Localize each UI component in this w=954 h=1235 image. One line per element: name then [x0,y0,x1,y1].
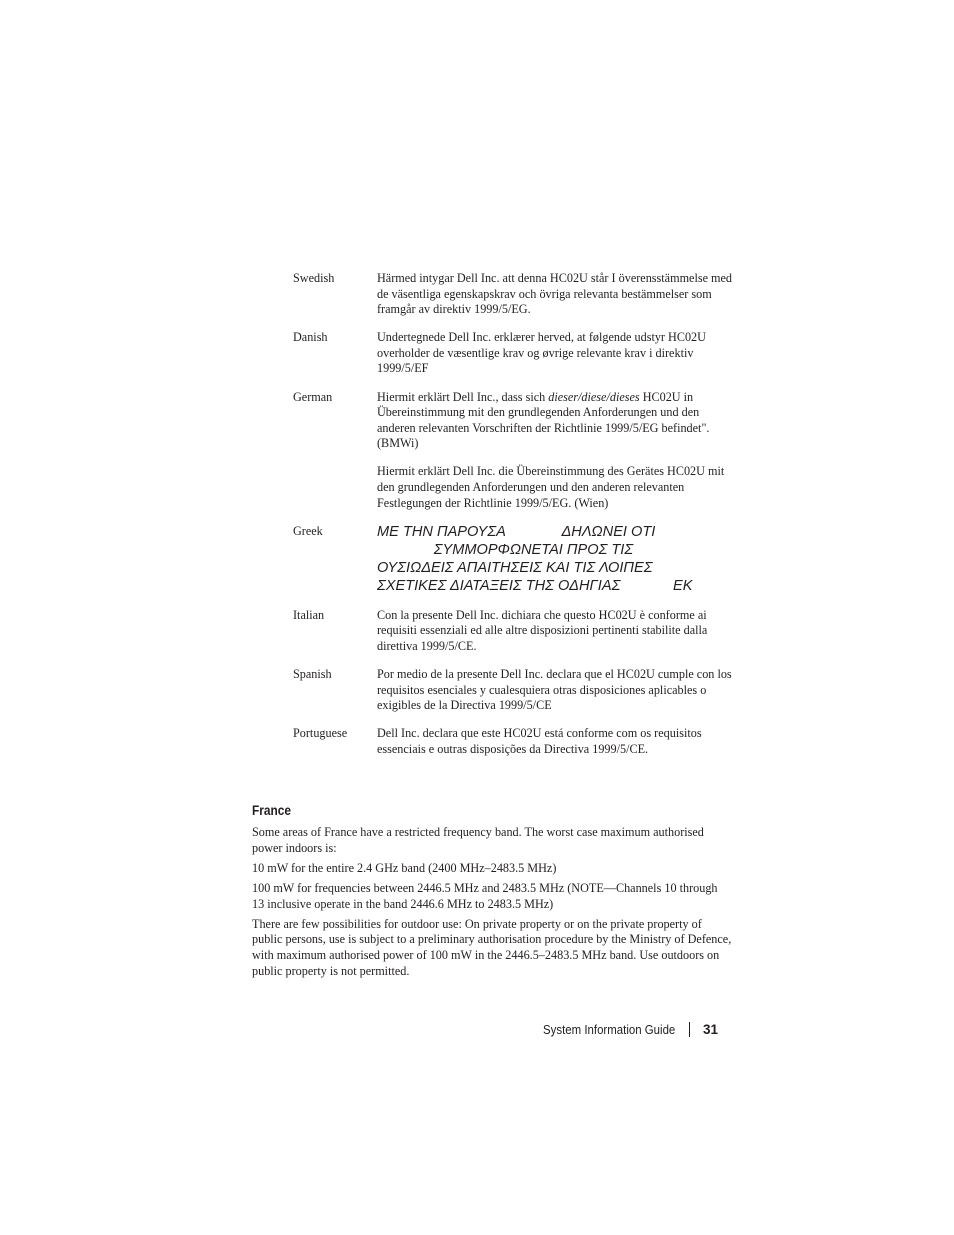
declaration-paragraph: Dell Inc. declara que este HC02U está conforme com os requisitos essenciais e outras disposições da Directiva 1999/5/CE. [377,726,702,756]
language-label: Italian [293,607,325,622]
declaration-paragraph: Por medio de la presente Dell Inc. declara que el HC02U cumple con los requisitos esenciales y cualesquiera otras disposiciones aplicables o exigibles de la Directiva 1999/5/CE [377,667,732,713]
declaration-text [377,390,733,512]
declaration-row-greek [293,524,733,596]
declaration-paragraph: Undertegnede Dell Inc. erklærer herved, at følgende udstyr HC02U overholder de væsentlige krav og øvrige relevante krav i direktiv 1999/5/EF [377,330,706,376]
declaration-paragraph: Con la presente Dell Inc. dichiara che questo HC02U è conforme ai requisiti essenziali ed alle altre disposizioni pertinenti stabilite dalla direttiva 1999/5/CE. [377,607,708,653]
language-label: Spanish [293,667,332,681]
declaration-row-portuguese [293,726,733,757]
declaration-row-swedish [293,271,733,318]
declaration-row-italian [293,608,733,655]
body-paragraph: 100 mW for frequencies between 2446.5 MHz and 2483.5 MHz (NOTE—Channels 10 through 13 inclusive operate in the band 2446.6 MHz to 2483.5 MHz) [252,880,718,911]
declaration-paragraph [377,390,733,452]
page-footer [525,1020,718,1038]
body-paragraph: Some areas of France have a restricted frequency band. The worst case maximum authorised power indoors is: [252,825,704,855]
france-body [252,825,732,984]
declaration-row-danish [293,330,733,377]
language-label: Portuguese [293,726,348,741]
language-label: Swedish [293,271,335,285]
declaration-text [377,667,733,714]
declaration-text [377,330,733,377]
greek-line: ΣΥΜΜΟΡΦΩΝΕΤΑΙ ΠΡΟΣ ΤΙΣ [377,541,634,558]
language-label: Danish [293,330,328,345]
greek-line: ΜΕ ΤΗΝ ΠΑΡΟΥΣΑ ΔΗΛΩΝΕΙ ΟΤΙ [377,523,656,540]
declaration-text [377,271,733,318]
paragraph-text: HC02U in Übereinstimmung mit den grundlegenden Anforderungen und den anderen relevanten Vorschriften der Richtlinie 1999/5/EG befindet". (BMWi) [377,389,710,451]
page-number: 31 [702,1021,718,1037]
greek-line: ΟΥΣΙΩΔΕΙΣ ΑΠΑΙΤΗΣΕΙΣ ΚΑΙ ΤΙΣ ΛΟΙΠΕΣ [377,559,653,576]
declaration-paragraph: Hiermit erklärt Dell Inc. die Übereinstimmung des Gerätes HC02U mit den grundlegenden Anforderungen und den anderen relevanten Festlegungen der Richtlinie 1999/5/EG. (Wien) [377,464,725,510]
body-paragraph: There are few possibilities for outdoor use: On private property or on the private property of public persons, use is subject to a preliminary authorisation procedure by the Ministry of Defence, with maximum authorised power of 100 mW in the 2446.5–2483.5 MHz band. Use outdoors on public property is not permitted. [252,916,732,978]
declaration-text [377,726,733,757]
declaration-text [377,524,733,596]
declaration-row-spanish [293,667,733,714]
italic-term: dieser/diese/dieses [548,389,640,404]
paragraph-text: Hiermit erklärt Dell Inc., dass sich [377,389,549,404]
footer-separator [689,1022,690,1037]
footer-title: System Information Guide [542,1021,675,1037]
greek-line: ΣΧΕΤΙΚΕΣ ΔΙΑΤΑΞΕΙΣ ΤΗΣ ΟΔΗΓΙΑΣ ΕΚ [377,577,693,594]
declaration-text [377,608,733,655]
body-paragraph: 10 mW for the entire 2.4 GHz band (2400 MHz–2483.5 MHz) [252,860,557,875]
declaration-row-german [293,390,733,512]
section-heading-france: France [252,803,291,818]
declaration-paragraph: Härmed intygar Dell Inc. att denna HC02U står I överensstämmelse med de väsentliga egenskapskrav och övriga relevanta bestämmelser som framgår av direktiv 1999/5/EG. [377,271,733,317]
language-label: German [293,389,333,404]
language-label: Greek [293,523,323,538]
declaration-table [293,271,733,757]
